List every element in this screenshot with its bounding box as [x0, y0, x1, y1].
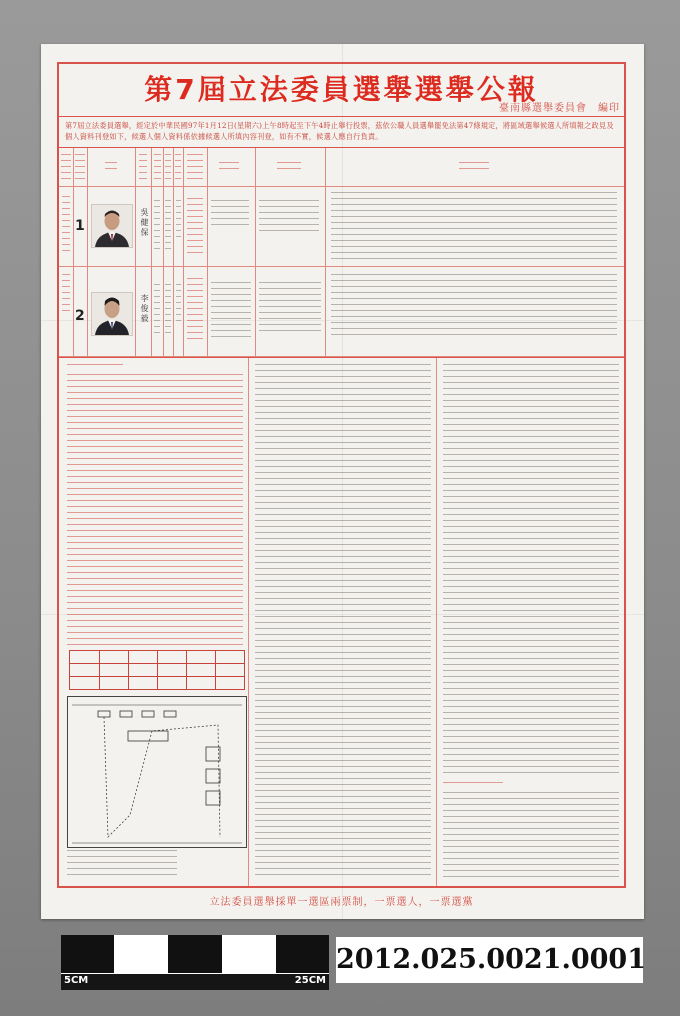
poster-title: 第7屆立法委員選舉選舉公報	[144, 73, 539, 106]
catalog-number: 2012.025.0021.0001	[336, 937, 643, 983]
scale-bar	[61, 935, 329, 990]
scale-segment	[168, 935, 222, 973]
candidate-name: 李俊毅	[140, 294, 149, 324]
candidate-photo	[91, 204, 133, 248]
candidate-info	[176, 284, 181, 324]
column-rule	[436, 358, 437, 886]
divider	[59, 116, 624, 117]
table-rule	[255, 148, 256, 356]
table-rule	[325, 148, 326, 356]
poster-footer: 立法委員選舉採單一選區兩票制，一票選人，一票選黨	[209, 897, 474, 908]
table-rule	[157, 651, 158, 689]
layout-diagram-drawing	[68, 697, 246, 847]
scale-segment	[222, 935, 276, 973]
header-text	[187, 154, 203, 182]
table-rule	[73, 148, 74, 356]
ballot-sample-table	[69, 650, 245, 690]
section-heading	[67, 364, 123, 370]
candidate-birth	[165, 200, 171, 254]
voting-instructions-text	[67, 374, 243, 646]
candidate-residence	[187, 198, 203, 258]
scale-segment	[276, 935, 329, 973]
party-name	[62, 196, 70, 256]
party-name	[62, 274, 70, 314]
scale-label-bar	[61, 974, 329, 990]
header-text	[165, 154, 171, 182]
candidate-education	[211, 200, 249, 230]
election-notice: 第7屆立法委員選舉，經定於中華民國97年1月12日(星期六)上午8時起至下午4時止舉行投票，茲依公職人員選舉罷免法第47條規定，將區域選舉候選人所填報之政見及個人資料刊登如下，候選人個人資料係依據候選人所填內容刊登，如有不實，候選人應自行負責。	[65, 121, 614, 141]
table-rule	[99, 651, 100, 689]
header-text	[105, 162, 117, 170]
table-rule	[128, 651, 129, 689]
table-rule	[215, 651, 216, 689]
table-rule	[135, 148, 136, 356]
header-text	[277, 162, 301, 170]
scale-segment	[114, 935, 168, 973]
table-rule	[59, 266, 624, 267]
column-rule	[248, 358, 249, 886]
candidate-number: 1	[75, 218, 85, 234]
table-rule	[183, 148, 184, 356]
header-text	[139, 154, 147, 182]
section-heading	[443, 782, 503, 788]
candidate-table	[59, 148, 624, 358]
header-text	[75, 154, 85, 182]
candidate-platform	[331, 274, 617, 338]
publisher-line: 臺南縣選舉委員會 編印	[499, 103, 620, 114]
candidate-experience	[259, 282, 321, 336]
candidate-birth	[165, 284, 171, 338]
scale-segment	[61, 935, 114, 973]
header-text	[61, 154, 71, 182]
polling-station-layout-diagram	[67, 696, 247, 848]
divider	[59, 357, 624, 358]
candidate-gender	[154, 284, 160, 338]
header-text	[219, 162, 239, 170]
header-text	[175, 154, 181, 182]
candidate-info	[176, 200, 181, 240]
portrait-icon	[92, 293, 132, 335]
header-text	[154, 154, 161, 182]
candidate-gender	[154, 200, 160, 254]
diagram-legend	[67, 850, 177, 880]
election-law-text	[443, 364, 619, 778]
election-law-text	[255, 364, 431, 880]
table-rule	[207, 148, 208, 356]
table-rule	[163, 148, 164, 356]
table-rule	[59, 186, 624, 187]
candidate-experience	[259, 200, 319, 236]
election-bulletin-poster	[41, 44, 644, 919]
candidate-name: 吳健保	[140, 208, 149, 238]
header-text	[459, 162, 489, 170]
table-rule	[173, 148, 174, 356]
portrait-icon	[92, 205, 132, 247]
table-rule	[151, 148, 152, 356]
scale-label-left: 5CM	[64, 975, 89, 986]
candidate-number: 2	[75, 308, 85, 324]
referendum-notes-text	[443, 792, 619, 880]
table-rule	[186, 651, 187, 689]
candidate-platform	[331, 192, 617, 262]
candidate-photo	[91, 292, 133, 336]
candidate-education	[211, 282, 251, 342]
table-rule	[87, 148, 88, 356]
candidate-residence	[187, 278, 203, 344]
scale-label-right: 25CM	[294, 975, 326, 986]
